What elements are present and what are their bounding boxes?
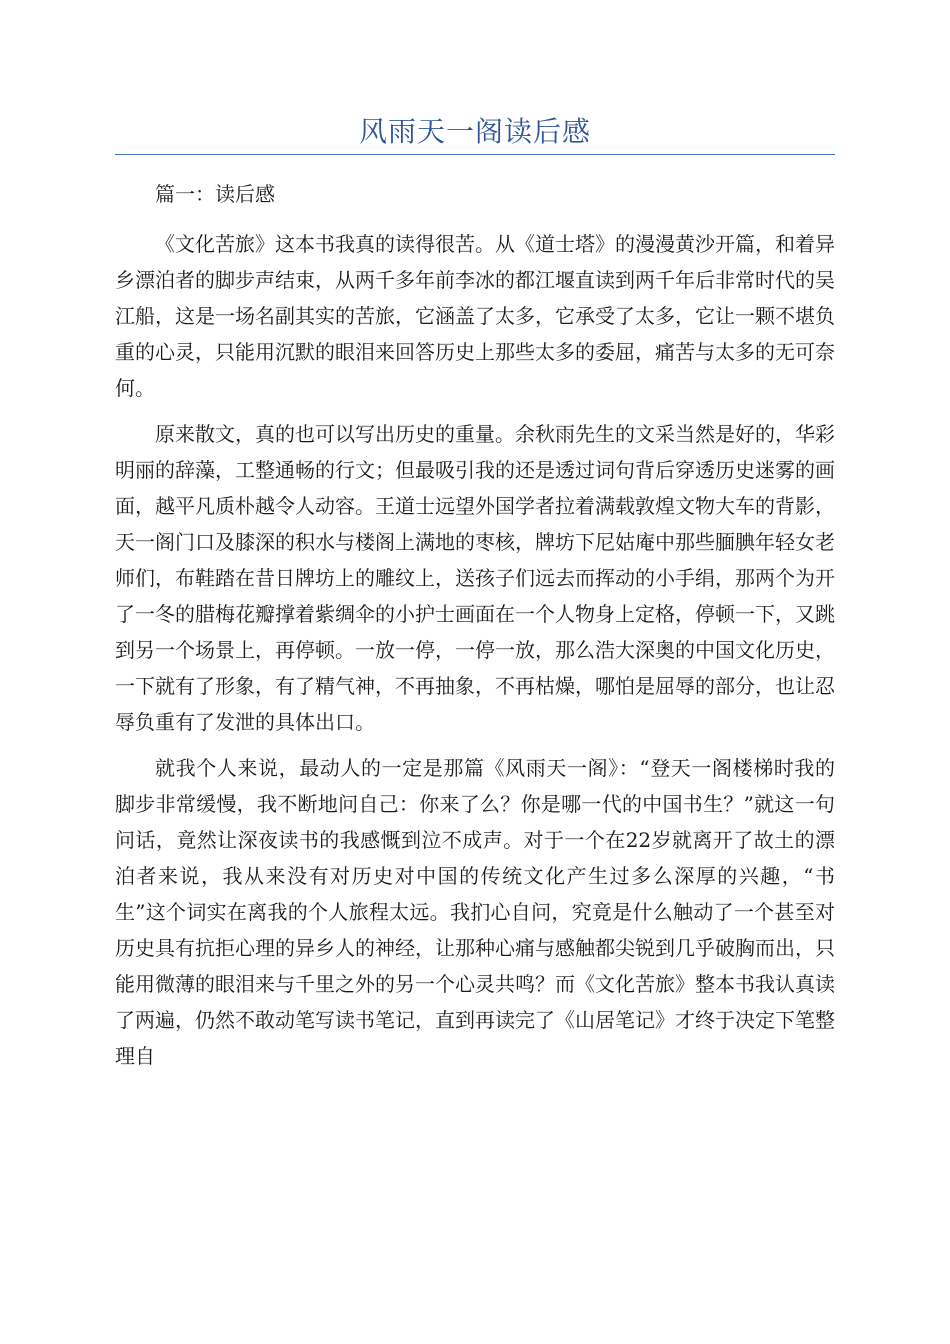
paragraph-3: 就我个人来说，最动人的一定是那篇《风雨天一阁》：“登天一阁楼梯时我的脚步非常缓慢，我不断地问自己：你来了么？你是哪一代的中国书生？”就这一句问话，竟然让深夜读书的我感慨到泣不成声。对于一个在22岁就离开了故土的漂泊者来说，我从来没有对历史对中国的传统文化产生过多么深厚的兴趣，“书生”这个词实在离我的个人旅程太远。我扪心自问，究竟是什么触动了一个甚至对历史具有抗拒心理的异乡人的神经，让那种心痛与感触都尖锐到几乎破胸而出，只能用微薄的眼泪来与千里之外的另一个心灵共鸣？而《文化苦旅》整本书我认真读了两遍，仍然不敢动笔写读书笔记，直到再读完了《山居笔记》才终于决定下笔整理自 (115, 756, 835, 1068)
title-underline (115, 154, 835, 155)
section-heading: 篇一：读后感 (155, 182, 275, 206)
paragraph-2: 原来散文，真的也可以写出历史的重量。余秋雨先生的文采当然是好的，华彩明丽的辞藻，工整通畅的行文；但最吸引我的还是透过词句背后穿透历史迷雾的画面，越平凡质朴越令人动容。王道士远望外国学者拉着满载敦煌文物大车的背影，天一阁门口及膝深的积水与楼阁上满地的枣核，牌坊下尼姑庵中那些腼腆年轻女老师们，布鞋踏在昔日牌坊上的雕纹上，送孩子们远去而挥动的小手绢，那两个为开了一冬的腊梅花瓣撑着紫绸伞的小护士画面在一个人物身上定格，停顿一下，又跳到另一个场景上，再停顿。一放一停，一停一放，那么浩大深奥的中国文化历史，一下就有了形象，有了精气神，不再抽象，不再枯燥，哪怕是屈辱的部分，也让忍辱负重有了发泄的具体出口。 (115, 422, 835, 734)
document-body (115, 176, 835, 1084)
paragraph-1: 《文化苦旅》这本书我真的读得很苦。从《道士塔》的漫漫黄沙开篇，和着异乡漂泊者的脚步声结束，从两千多年前李冰的都江堰直读到两千年后非常时代的吴江船，这是一场名副其实的苦旅，它涵盖了太多，它承受了太多，它让一颗不堪负重的心灵，只能用沉默的眼泪来回答历史上那些太多的委屈，痛苦与太多的无可奈何。 (115, 232, 835, 400)
document-title: 风雨天一阁读后感 (358, 115, 591, 148)
